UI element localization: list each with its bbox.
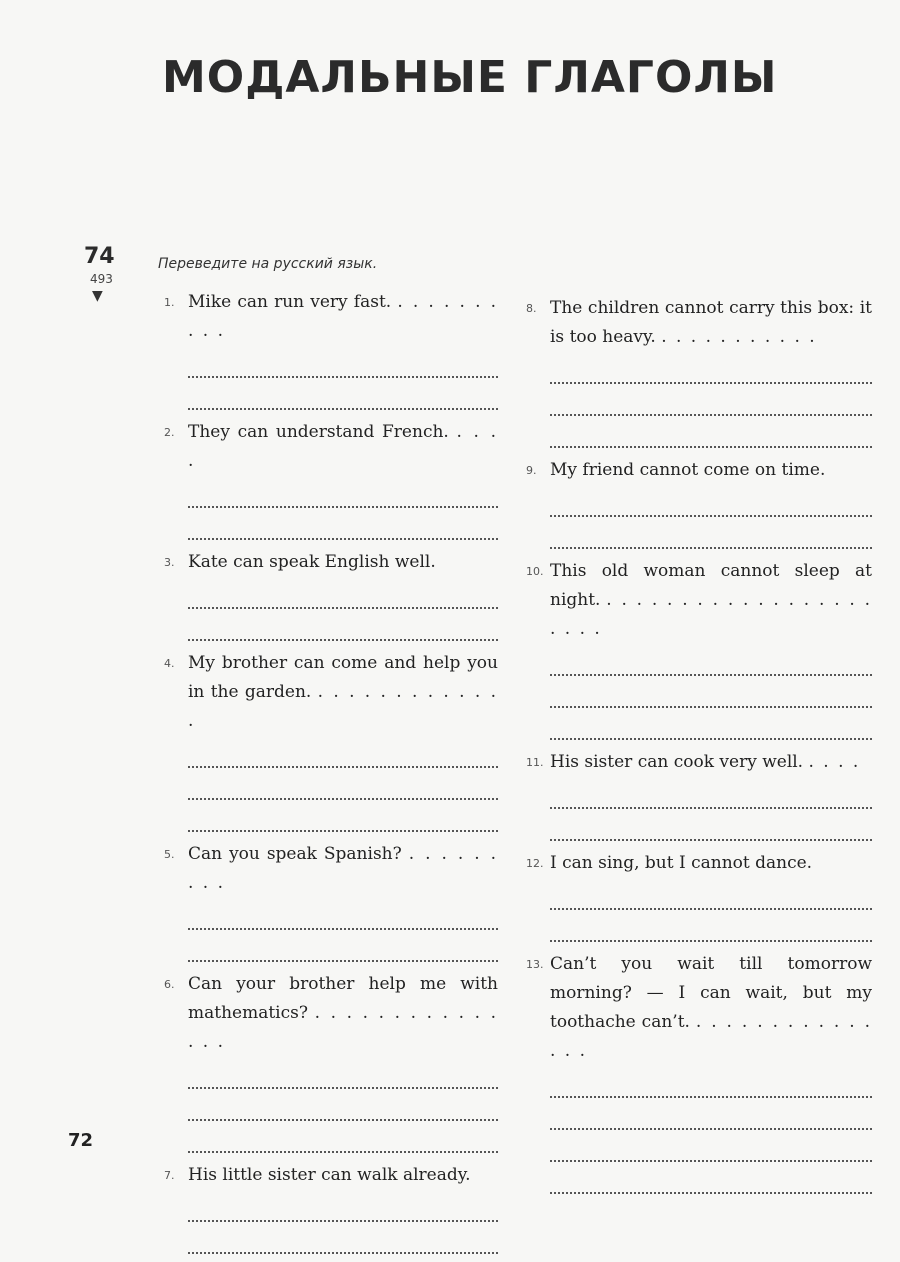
exercise-number: 74 — [84, 244, 115, 269]
item-sentence — [528, 748, 872, 777]
item-number: 1. — [164, 296, 175, 309]
item-text: Can you speak Spanish? — [188, 844, 402, 864]
item-sentence — [166, 1161, 498, 1190]
exercise-item — [528, 557, 872, 740]
item-sentence — [528, 557, 872, 644]
answer-line[interactable] — [188, 476, 498, 508]
item-number: 6. — [164, 978, 175, 991]
item-sentence — [166, 840, 498, 898]
exercise-item — [166, 840, 498, 962]
answer-line[interactable] — [550, 676, 872, 708]
answer-line[interactable] — [550, 708, 872, 740]
item-sentence — [528, 849, 872, 878]
answer-line[interactable] — [550, 352, 872, 384]
answer-line[interactable] — [550, 777, 872, 809]
item-number: 8. — [526, 302, 537, 315]
answer-dots-inline[interactable]: . . . . . . . . . . . — [661, 327, 817, 347]
answer-line[interactable] — [550, 878, 872, 910]
answer-line[interactable] — [550, 644, 872, 676]
right-column — [528, 294, 872, 1202]
answer-line[interactable] — [188, 346, 498, 378]
exercise-item — [528, 950, 872, 1194]
answer-line[interactable] — [188, 1089, 498, 1121]
answer-dots-inline[interactable]: . . . . . . . . . . . . . . . — [188, 1003, 499, 1052]
item-text: Can’t you wait till tomorrow morning? — I can wait, but my toothache can’t. — [550, 954, 872, 1032]
item-text: My friend cannot come on time. — [550, 460, 826, 480]
exercise-item — [166, 649, 498, 832]
exercise-item — [528, 748, 872, 841]
item-text: His sister can cook very well. — [550, 752, 804, 772]
answer-line[interactable] — [188, 609, 498, 641]
item-number: 11. — [526, 756, 544, 769]
answer-dots-inline[interactable]: . . . . . . . . . . . . . . . . . . . . . . — [550, 590, 872, 639]
answer-line[interactable] — [188, 577, 498, 609]
exercise-item — [166, 1161, 498, 1254]
answer-line[interactable] — [550, 485, 872, 517]
answer-line[interactable] — [188, 378, 498, 410]
item-text: Mike can run very fast. — [188, 292, 392, 312]
answer-line[interactable] — [188, 508, 498, 540]
item-text: Can your brother help me with mathematics? — [188, 974, 498, 1023]
answer-line[interactable] — [550, 1066, 872, 1098]
answer-line[interactable] — [188, 1222, 498, 1254]
item-number: 9. — [526, 464, 537, 477]
item-number: 12. — [526, 857, 544, 870]
exercise-item — [528, 849, 872, 942]
exercise-reference: 493 — [90, 272, 113, 286]
item-text: His little sister can walk already. — [188, 1165, 471, 1185]
answer-dots-inline[interactable]: . . . . . . . . . — [188, 844, 498, 893]
item-text: They can understand French. — [188, 422, 449, 442]
exercise-item — [528, 294, 872, 448]
answer-line[interactable] — [550, 384, 872, 416]
answer-line[interactable] — [188, 768, 498, 800]
answer-dots-inline[interactable]: . . . . . . . . . . — [188, 292, 499, 341]
item-sentence — [528, 456, 872, 485]
item-number: 3. — [164, 556, 175, 569]
page-number: 72 — [68, 1130, 94, 1151]
answer-line[interactable] — [188, 898, 498, 930]
item-text: My brother can come and help you in the garden. — [188, 653, 498, 702]
item-sentence — [528, 950, 872, 1066]
page-title: МОДАЛЬНЫЕ ГЛАГОЛЫ — [162, 52, 778, 103]
answer-line[interactable] — [188, 930, 498, 962]
item-number: 2. — [164, 426, 175, 439]
item-sentence — [166, 418, 498, 476]
answer-line[interactable] — [550, 416, 872, 448]
answer-dots-inline[interactable]: . . . . — [188, 422, 498, 471]
item-number: 13. — [526, 958, 544, 971]
exercise-item — [166, 970, 498, 1153]
item-sentence — [166, 548, 498, 577]
exercise-item — [528, 456, 872, 549]
answer-line[interactable] — [550, 1130, 872, 1162]
answer-line[interactable] — [550, 809, 872, 841]
down-arrow-icon: ▼ — [92, 288, 103, 304]
left-column — [166, 288, 498, 1262]
answer-line[interactable] — [550, 910, 872, 942]
item-text: Kate can speak English well. — [188, 552, 436, 572]
answer-line[interactable] — [550, 1162, 872, 1194]
exercise-instruction: Переведите на русский язык. — [158, 256, 378, 272]
answer-dots-inline[interactable]: . . . . . . . . . . . . . . . — [550, 1012, 872, 1061]
exercise-item — [166, 288, 498, 410]
answer-dots-inline[interactable]: . . . . . . . . . . . . . — [188, 682, 498, 731]
item-sentence — [166, 970, 498, 1057]
item-sentence — [166, 649, 498, 736]
item-text: The children cannot carry this box: it is too heavy. — [550, 298, 872, 347]
answer-line[interactable] — [188, 800, 498, 832]
answer-line[interactable] — [550, 1098, 872, 1130]
answer-line[interactable] — [188, 1190, 498, 1222]
answer-dots-inline[interactable]: . . . . — [808, 752, 861, 772]
item-number: 5. — [164, 848, 175, 861]
item-text: This old woman cannot sleep at night. — [550, 561, 872, 610]
item-number: 10. — [526, 565, 544, 578]
answer-line[interactable] — [188, 736, 498, 768]
answer-line[interactable] — [550, 517, 872, 549]
item-sentence — [166, 288, 498, 346]
answer-line[interactable] — [188, 1121, 498, 1153]
answer-line[interactable] — [188, 1057, 498, 1089]
item-number: 7. — [164, 1169, 175, 1182]
exercise-item — [166, 418, 498, 540]
item-text: I can sing, but I cannot dance. — [550, 853, 813, 873]
item-number: 4. — [164, 657, 175, 670]
exercise-item — [166, 548, 498, 641]
item-sentence — [528, 294, 872, 352]
